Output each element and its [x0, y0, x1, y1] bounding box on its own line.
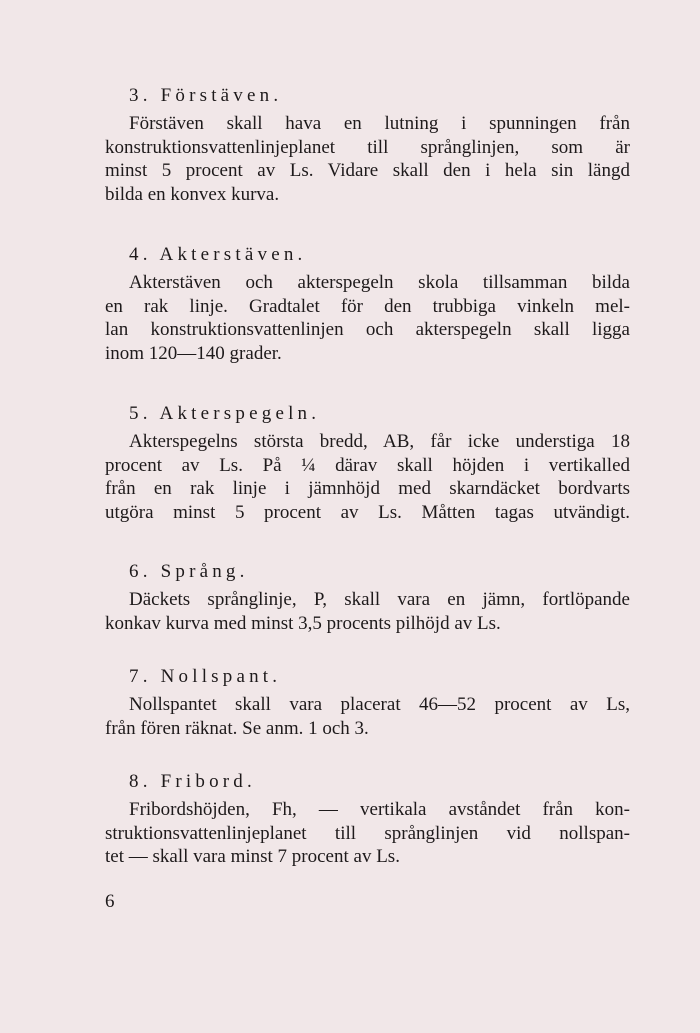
section-body [105, 271, 630, 365]
text-line: Däckets språnglinje, P, skall vara en jämn, fortlöpande [129, 589, 630, 610]
section-heading: 3. Förstäven. [129, 85, 283, 106]
section-akterstaven [105, 243, 630, 365]
section-forstaven [105, 84, 630, 206]
section-body [105, 112, 630, 206]
section-body [105, 430, 630, 524]
section-body [105, 588, 630, 635]
text-line: från fören räknat. Se anm. 1 och 3. [105, 717, 369, 739]
text-line: konkav kurva med minst 3,5 procents pilhöjd av Ls. [105, 612, 501, 634]
text-line: konstruktionsvattenlinjeplanet till språnglinjen, som är [105, 136, 630, 158]
section-sprang [105, 560, 630, 635]
text-line: Fribordshöjden, Fh, — vertikala avståndet från kon- [129, 799, 630, 820]
text-line: utgöra minst 5 procent av Ls. Måtten tagas utvändigt. [105, 501, 630, 523]
text-line: bilda en konvex kurva. [105, 183, 280, 205]
text-line: struktionsvattenlinjeplanet till språnglinjen vid nollspan- [105, 822, 630, 844]
section-heading: 8. Fribord. [129, 771, 256, 792]
text-line: Förstäven skall hava en lutning i spunningen från [129, 113, 630, 134]
section-fribord [105, 770, 630, 869]
page-number: 6 [105, 891, 115, 912]
text-line: minst 5 procent av Ls. Vidare skall den i hela sin längd [105, 160, 630, 181]
text-line: en rak linje. Gradtalet för den trubbiga vinkeln mel- [105, 295, 630, 317]
section-body [105, 693, 630, 740]
section-akterspegeln [105, 402, 630, 524]
text-line: från en rak linje i jämnhöjd med skarndäcket bordvarts [105, 478, 630, 499]
section-heading: 4. Akterstäven. [129, 244, 307, 265]
text-line: Akterstäven och akterspegeln skola tillsamman bilda [129, 272, 630, 293]
section-heading: 6. Språng. [129, 561, 249, 582]
text-line: Nollspantet skall vara placerat 46—52 procent av Ls, [129, 694, 630, 715]
text-line: procent av Ls. På ¼ därav skall höjden i vertikalled [105, 454, 630, 476]
text-line: tet — skall vara minst 7 procent av Ls. [105, 846, 400, 867]
section-body [105, 798, 630, 869]
text-line: lan konstruktionsvattenlinjen och akterspegeln skall ligga [105, 319, 630, 340]
text-line: inom 120—140 grader. [105, 342, 282, 364]
section-heading: 5. Akterspegeln. [129, 403, 321, 424]
section-heading: 7. Nollspant. [129, 666, 282, 687]
text-line: Akterspegelns största bredd, AB, får icke understiga 18 [129, 431, 630, 452]
section-nollspant [105, 665, 630, 740]
